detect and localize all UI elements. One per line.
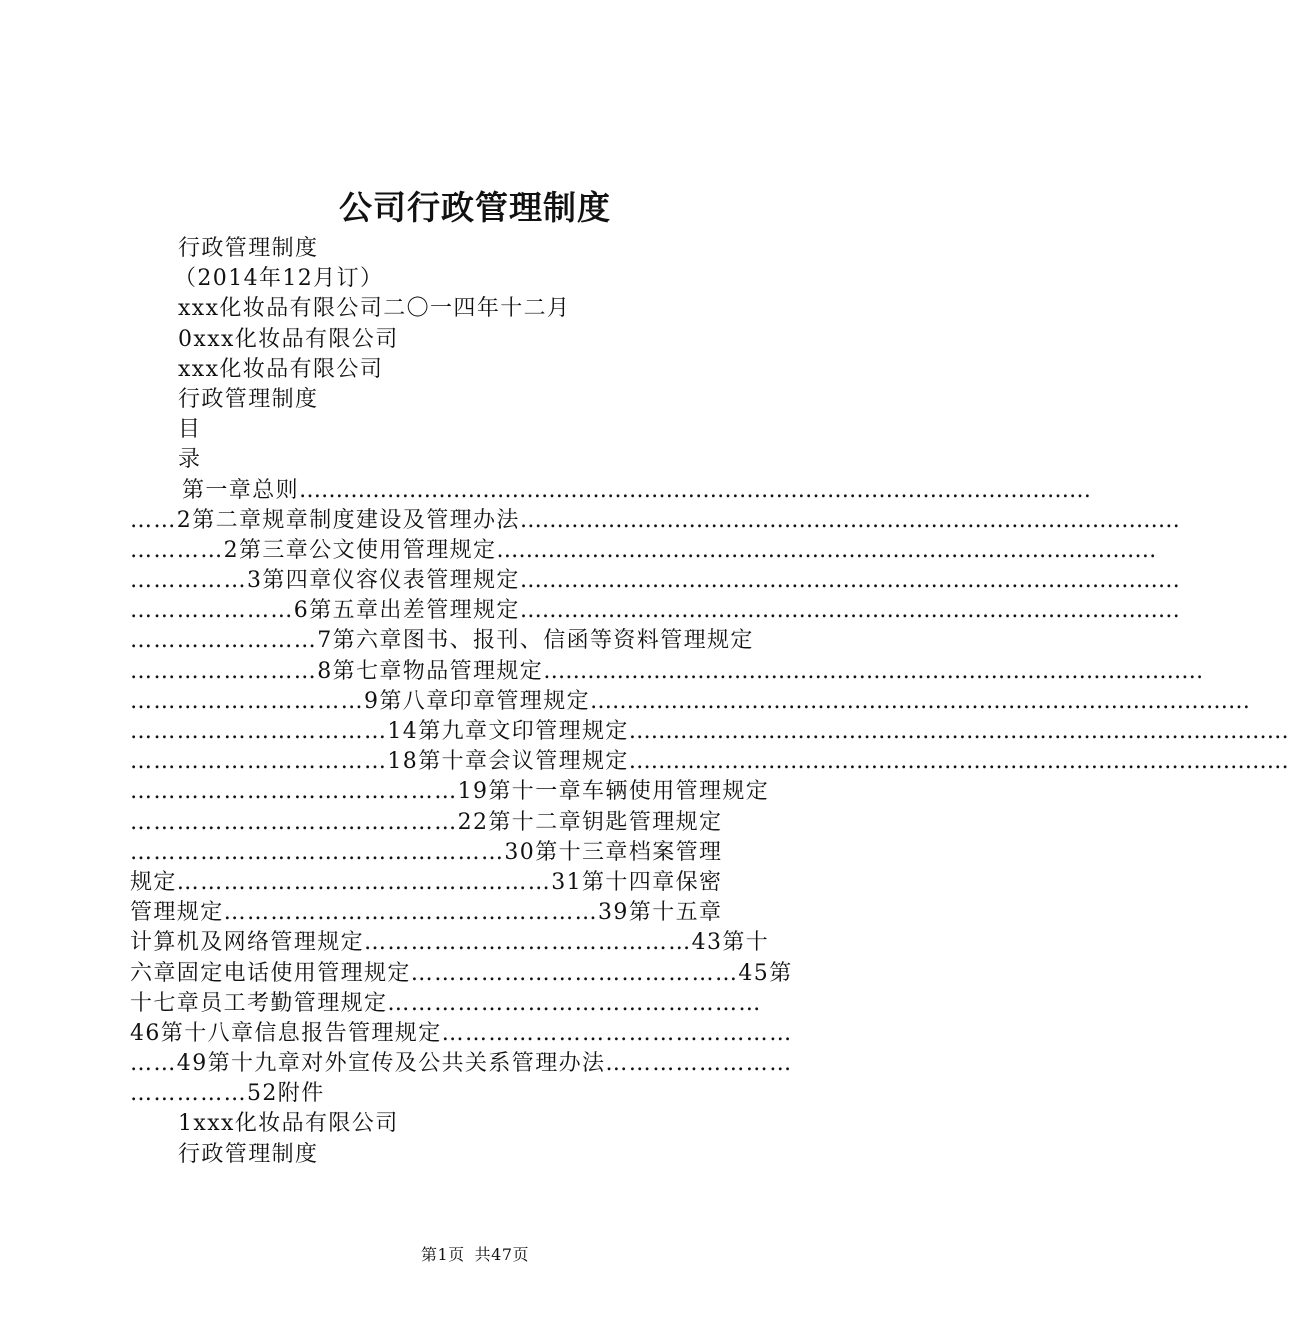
- toc-leader-dots: ………………………………………………………………………………………………: [299, 477, 1092, 503]
- toc-leader-dots: ………………………………………………………………………………: [543, 658, 1204, 684]
- toc-line-text: …………………………9第八章印章管理规定: [130, 688, 590, 714]
- body-line-system-name-2: 行政管理制度: [178, 1141, 319, 1167]
- body-line-company-0: 0xxx化妆品有限公司: [178, 326, 399, 352]
- toc-line-text: 计算机及网络管理规定……………………………………43第十: [130, 930, 770, 956]
- toc-line-text: 六章固定电话使用管理规定……………………………………45第: [130, 960, 793, 986]
- toc-line-text: 规定…………………………………………31第十四章保密: [130, 869, 723, 895]
- toc-line: [130, 506, 1180, 536]
- toc-line: [130, 1079, 830, 1109]
- toc-line: [130, 928, 830, 958]
- toc-leader-dots: ………………………………………………………………………………: [519, 598, 1180, 624]
- toc-line: [130, 808, 830, 838]
- toc-leader-dots: ………………………………………………………………………………: [496, 537, 1157, 563]
- body-line-company-date: xxx化妆品有限公司二〇一四年十二月: [178, 296, 571, 322]
- toc-line-text: 46第十八章信息报告管理规定………………………………………: [130, 1020, 793, 1046]
- toc-line: [130, 687, 1250, 717]
- toc-line-text: 管理规定…………………………………………39第十五章: [130, 900, 723, 926]
- page-footer: [0, 1242, 950, 1265]
- toc-line-text: …………………………………………30第十三章档案管理: [130, 839, 723, 865]
- toc-leader-dots: ………………………………………………………………………………: [628, 749, 1289, 775]
- toc-line-text: …………2第三章公文使用管理规定: [130, 537, 497, 563]
- toc-line-text: ……………………………………19第十一章车辆使用管理规定: [130, 779, 770, 805]
- toc-line: [130, 868, 830, 898]
- toc-line-text: ……………3第四章仪容仪表管理规定: [130, 568, 520, 594]
- toc-line: [130, 717, 1289, 747]
- document-body: [130, 234, 1289, 1170]
- page-number: 第1页: [420, 1245, 465, 1264]
- toc-line-text: ……49第十九章对外宣传及公共关系管理办法……………………: [130, 1051, 793, 1077]
- toc-line: [130, 959, 830, 989]
- page-total: 共47页: [474, 1245, 530, 1264]
- toc-leader-dots: ………………………………………………………………………………: [590, 688, 1250, 714]
- toc-leader-dots: ………………………………………………………………………………: [628, 719, 1289, 744]
- body-line-company: xxx化妆品有限公司: [178, 356, 384, 382]
- toc-line: [130, 989, 830, 1019]
- toc-line-text: 第一章总则: [182, 477, 300, 503]
- body-line-company-1: 1xxx化妆品有限公司: [178, 1111, 399, 1137]
- toc-line-text: ……………………7第六章图书、报刊、信函等资料管理规定: [130, 628, 754, 654]
- toc-line: [130, 777, 830, 807]
- toc-heading-char-1: 目: [178, 417, 202, 443]
- toc-line-text: ……………………………………22第十二章钥匙管理规定: [130, 809, 723, 835]
- toc-line-text: 十七章员工考勤管理规定…………………………………………: [130, 990, 762, 1016]
- body-line-system-name: 行政管理制度: [178, 386, 319, 412]
- toc-line-text: ……………52附件: [130, 1081, 325, 1107]
- toc-line: [130, 747, 1289, 777]
- toc-line: [130, 626, 830, 656]
- body-line-date-note: （2014年12月订）: [174, 266, 384, 292]
- toc-line-text: ……2第二章规章制度建设及管理办法: [130, 507, 520, 533]
- toc-line: [130, 898, 830, 928]
- toc-line: [130, 476, 1092, 506]
- document-title: 公司行政管理制度: [339, 188, 611, 227]
- toc-line: [130, 596, 1180, 626]
- toc-line: [130, 657, 1204, 687]
- toc-leader-dots: ………………………………………………………………………………: [519, 568, 1180, 594]
- toc-line: [130, 566, 1180, 596]
- toc-line-text: ……………………………18第十章会议管理规定: [130, 749, 629, 775]
- toc-line: [130, 536, 1157, 566]
- toc-line: [130, 1049, 830, 1079]
- body-line-subtitle: 行政管理制度: [178, 236, 319, 261]
- toc-line-text: ……………………………14第九章文印管理规定: [130, 719, 629, 744]
- toc-leader-dots: ………………………………………………………………………………: [519, 507, 1180, 533]
- toc-line-text: …………………6第五章出差管理规定: [130, 598, 520, 624]
- toc-heading-char-2: 录: [178, 447, 202, 473]
- toc-line: [130, 838, 830, 868]
- toc-line-text: ……………………8第七章物品管理规定: [130, 658, 544, 684]
- toc-line: [130, 1019, 830, 1049]
